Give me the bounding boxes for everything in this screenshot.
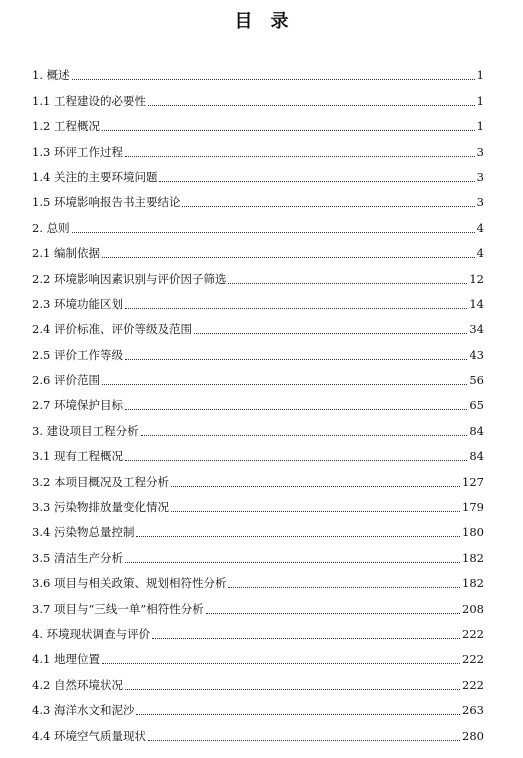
toc-entry-page-number: 182 [462,576,484,591]
dot-leader [125,460,467,461]
toc-entry-page-number: 208 [462,601,484,616]
dot-leader [125,156,475,157]
toc-entry-page-number: 1 [476,68,484,83]
dot-leader [148,105,475,106]
toc-entry-page-number: 3 [476,195,484,210]
page-title: 目 录 [234,11,289,32]
toc-entry-label: 1.2 工程概况 [32,119,100,134]
toc-entry-page-number: 1 [476,119,484,134]
toc-entry-label: 1.4 关注的主要环境问题 [32,169,158,184]
toc-entry-label: 4.4 环境空气质量现状 [32,728,146,743]
toc-entry[interactable] [32,718,484,743]
dot-leader [171,511,460,512]
dot-leader [72,232,475,233]
dot-leader [148,740,460,741]
toc-entry-label: 2.5 评价工作等级 [32,347,123,362]
toc-entry[interactable] [32,83,484,108]
toc-entry-page-number: 3 [476,144,484,159]
toc-entry-page-number: 14 [469,296,484,311]
toc-entry-label: 1.1 工程建设的必要性 [32,93,146,108]
dot-leader [159,181,474,182]
toc-entry-page-number: 84 [469,449,484,464]
toc-entry[interactable] [32,337,484,362]
dot-leader [228,283,467,284]
toc-entry-label: 2.3 环境功能区划 [32,296,123,311]
toc-entry[interactable] [32,160,484,185]
dot-leader [125,409,467,410]
toc-entry[interactable] [32,210,484,235]
toc-entry[interactable] [32,617,484,642]
toc-entry[interactable] [32,413,484,438]
toc-entry[interactable] [32,540,484,565]
toc-entry-page-number: 12 [469,271,484,286]
toc-entry-label: 2.4 评价标准、评价等级及范围 [32,322,192,337]
toc-entry-label: 2. 总则 [32,220,70,235]
toc-entry-label: 3.6 项目与相关政策、规划相符性分析 [32,576,227,591]
toc-entry-label: 3.7 项目与“三线一单”相符性分析 [32,601,204,616]
toc-entry-label: 4.3 海洋水文和泥沙 [32,703,135,718]
toc-entry-label: 3. 建设项目工程分析 [32,423,139,438]
toc-entry[interactable] [32,363,484,388]
dot-leader [228,587,460,588]
dot-leader [125,562,460,563]
toc-entry[interactable] [32,667,484,692]
toc-entry-label: 3.5 清洁生产分析 [32,550,123,565]
toc-entry-page-number: 65 [469,398,484,413]
toc-entry[interactable] [32,134,484,159]
toc-entry-label: 2.1 编制依据 [32,246,100,261]
toc-entry-label: 4.1 地理位置 [32,652,100,667]
toc-entry-page-number: 180 [462,525,484,540]
toc-entry-page-number: 222 [462,652,484,667]
dot-leader [125,308,467,309]
dot-leader [102,384,467,385]
toc-entry-page-number: 182 [462,550,484,565]
toc-entry[interactable] [32,642,484,667]
toc-entry-label: 2.2 环境影响因素识别与评价因子筛选 [32,271,227,286]
toc-entry[interactable] [32,439,484,464]
toc-entry-label: 1.5 环境影响报告书主要结论 [32,195,181,210]
toc-entry-page-number: 222 [462,677,484,692]
toc-entry-page-number: 127 [462,474,484,489]
toc-entry-page-number: 263 [462,703,484,718]
dot-leader [141,435,468,436]
toc-entry-label: 2.6 评价范围 [32,373,100,388]
toc-entry-label: 2.7 环境保护目标 [32,398,123,413]
toc-entry-page-number: 280 [462,728,484,743]
toc-entry-label: 3.4 污染物总量控制 [32,525,135,540]
toc-entry[interactable] [32,591,484,616]
dot-leader [171,486,460,487]
toc-entry-page-number: 84 [469,423,484,438]
toc-entry[interactable] [32,58,484,83]
toc-entry-page-number: 3 [476,169,484,184]
toc-entry-page-number: 1 [476,93,484,108]
toc-entry[interactable] [32,312,484,337]
dot-leader [136,536,460,537]
toc-entry-label: 4. 环境现状调查与评价 [32,626,151,641]
toc-entry-label: 1. 概述 [32,68,70,83]
toc-entry[interactable] [32,236,484,261]
dot-leader [206,613,460,614]
dot-leader [136,714,460,715]
table-of-contents [32,58,484,744]
dot-leader [182,206,474,207]
toc-entry[interactable] [32,185,484,210]
dot-leader [152,638,460,639]
toc-entry[interactable] [32,490,484,515]
dot-leader [102,130,475,131]
toc-entry[interactable] [32,261,484,286]
dot-leader [125,689,460,690]
dot-leader [102,257,475,258]
dot-leader [125,359,467,360]
toc-entry-page-number: 4 [476,220,484,235]
toc-entry-page-number: 179 [462,500,484,515]
toc-entry[interactable] [32,388,484,413]
toc-entry-label: 3.1 现有工程概况 [32,449,123,464]
toc-entry[interactable] [32,464,484,489]
toc-entry-page-number: 222 [462,626,484,641]
toc-entry[interactable] [32,287,484,312]
toc-entry-page-number: 56 [469,373,484,388]
toc-entry-label: 3.2 本项目概况及工程分析 [32,474,169,489]
dot-leader [72,79,475,80]
toc-entry[interactable] [32,693,484,718]
toc-entry[interactable] [32,109,484,134]
toc-entry-page-number: 4 [476,246,484,261]
toc-entry-page-number: 43 [469,347,484,362]
toc-entry-label: 4.2 自然环境状况 [32,677,123,692]
toc-entry-label: 3.3 污染物排放量变化情况 [32,500,169,515]
toc-entry-page-number: 34 [469,322,484,337]
dot-leader [102,663,460,664]
toc-entry-label: 1.3 环评工作过程 [32,144,123,159]
toc-entry[interactable] [32,515,484,540]
dot-leader [194,333,467,334]
toc-entry[interactable] [32,566,484,591]
